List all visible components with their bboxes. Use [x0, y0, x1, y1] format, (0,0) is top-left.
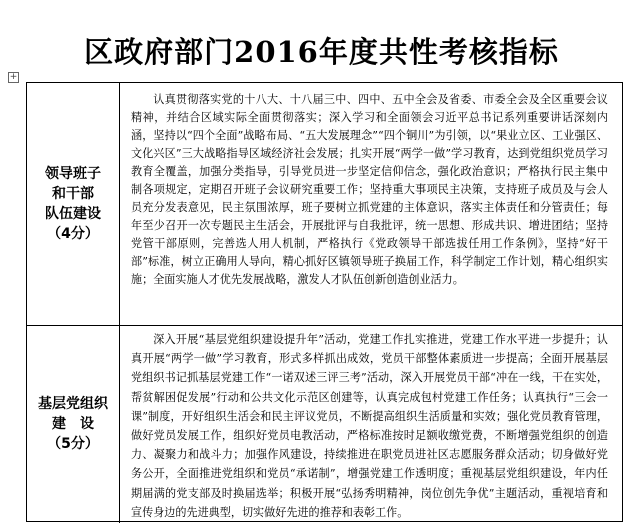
- row-label-line: 领导班子: [45, 166, 101, 182]
- table-move-handle-icon[interactable]: +: [9, 72, 18, 82]
- row-label-score: （5分）: [47, 436, 99, 452]
- table-row: [27, 83, 622, 326]
- row-label: [27, 83, 120, 325]
- row-label-line: 基层党组织: [38, 396, 108, 412]
- row-label: [27, 325, 120, 523]
- indicator-table: [26, 82, 623, 522]
- page-title: 区政府部门2016年度共性考核指标: [84, 35, 559, 69]
- row-label-line: 和干部: [52, 186, 94, 202]
- row-label-line: 建 设: [52, 416, 94, 432]
- row-label-line: 队伍建设: [45, 206, 101, 222]
- table-row: [27, 325, 622, 523]
- row-label-score: （4分）: [47, 226, 99, 242]
- row-content: 认真贯彻落实党的十八大、十八届三中、四中、五中全会及省委、市委全会及全区重要会议精神，并结合区域实际全面贯彻落实；深入学习和全面领会习近平总书记系列重要讲话深刻内涵，坚持以“四个全面”战略布局、“五大发展理念”“四个铜川”为引领，以“果业立区、工业强区、文化兴区”三大战略指导区域经济社会发展；扎实开展“两学一做”学习教育，达到党组织党员学习教育全覆盖，加强分类指导，引导党员进一步坚定信仰信念，强化政治意识；严格执行民主集中制各项规定，定期召开班子会议研究重要工作；坚持重大事项民主决策，支持班子成员及与会人员充分发表意见，民主氛围浓厚，班子要树立抓党建的主体意识，落实主体责任和分管责任；每年至少召开一次专题民主生活会，开展批评与自我批评，统一思想、形成共识、增进团结；坚持党管干部原则，完善选人用人机制，严格执行《党政领导干部选拔任用工作条例》，坚持“好干部”标准，树立正确用人导向，精心抓好区镇领导班子换届工作，科学制定工作计划，精心组织实施；全面实施人才优先发展战略，激发人才队伍创新创造创业活力。: [131, 93, 608, 286]
- row-content: 深入开展“基层党组织建设提升年”活动，党建工作扎实推进，党建工作水平进一步提升；认真开展“两学一做”学习教育，形式多样抓出成效，党员干部整体素质进一步提高；全面开展基层党组织书记抓基层党建工作“一诺双述三评三考”活动，深入开展党员干部“冲在一线，干在实处，帮贫解困促发展”行动和公共文化示范区创建等，认真完成包村党建工作任务；认真执行“三会一课”制度，开好组织生活会和民主评议党员，不断提高组织生活质量和实效；强化党员教育管理，做好党员发展工作，组织好党员电教活动，严格标准按时足额收缴党费，不断增强党组织的创造力、凝聚力和战斗力；加强作风建设，持续推进在职党员进社区志愿服务群众活动；切身做好党务公开，全面推进党组织和党员“承诺制”，增强党建工作透明度；重视基层党组织建设，年内任期届满的党支部及时换届选举；积极开展“弘扬秀明精神，岗位创先争优”主题活动，重视培育和宣传身边的先进典型，切实做好先进的推荐和表彰工作。: [131, 333, 608, 519]
